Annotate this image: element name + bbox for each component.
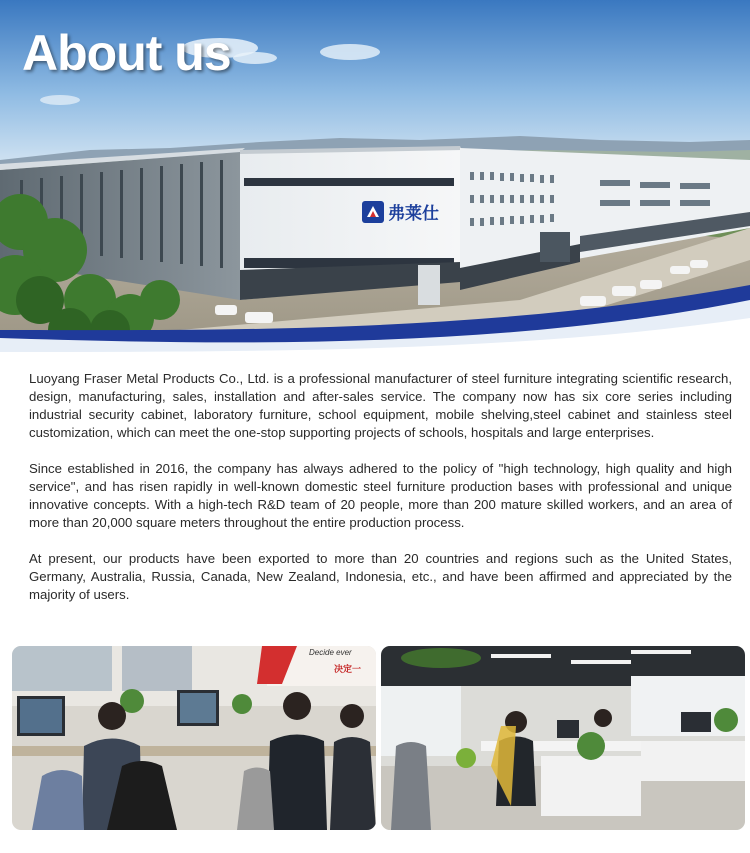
hero-banner bbox=[0, 0, 750, 352]
company-intro-paragraph: Luoyang Fraser Metal Products Co., Ltd. is a professional manufacturer of steel furniture integrating scientific research, design, manufacturing, sales, installation and after-sales service. The company now has six core series including industrial security cabinet, laboratory furniture, school equipment, mobile shelving,steel cabinet and stainless steel customization, which can meet the one-stop supporting projects of schools, hospitals and large enterprises. bbox=[29, 371, 732, 440]
about-description bbox=[29, 370, 732, 622]
open-office-image bbox=[381, 646, 745, 830]
office-photo-left bbox=[12, 646, 376, 830]
office-photo-right bbox=[381, 646, 745, 830]
wall-banner-chinese: 决定一 bbox=[334, 665, 362, 675]
office-workers-image bbox=[12, 646, 376, 830]
page-title: About us bbox=[22, 25, 231, 81]
brand-name: 弗莱仕 bbox=[388, 204, 439, 224]
office-photo-gallery bbox=[12, 646, 744, 830]
building-brand-sign bbox=[362, 199, 439, 224]
wall-banner-english: Decide ever bbox=[309, 648, 352, 657]
company-logo-icon bbox=[362, 201, 384, 223]
company-history-paragraph: Since established in 2016, the company has always adhered to the policy of "high technology, high quality and high service", and has risen rapidly in well-known domestic steel furniture production bases with professional and unique innovative concepts. With a high-tech R&D team of 20 people, more than 200 mature skilled workers, and an area of more than 20,000 square meters throughout the entire production process. bbox=[29, 461, 732, 530]
company-export-paragraph: At present, our products have been exported to more than 20 countries and regions such as the United States, Germany, Australia, Russia, Canada, New Zealand, Indonesia, etc., and have been affirmed and appreciated by the majority of users. bbox=[29, 551, 732, 602]
